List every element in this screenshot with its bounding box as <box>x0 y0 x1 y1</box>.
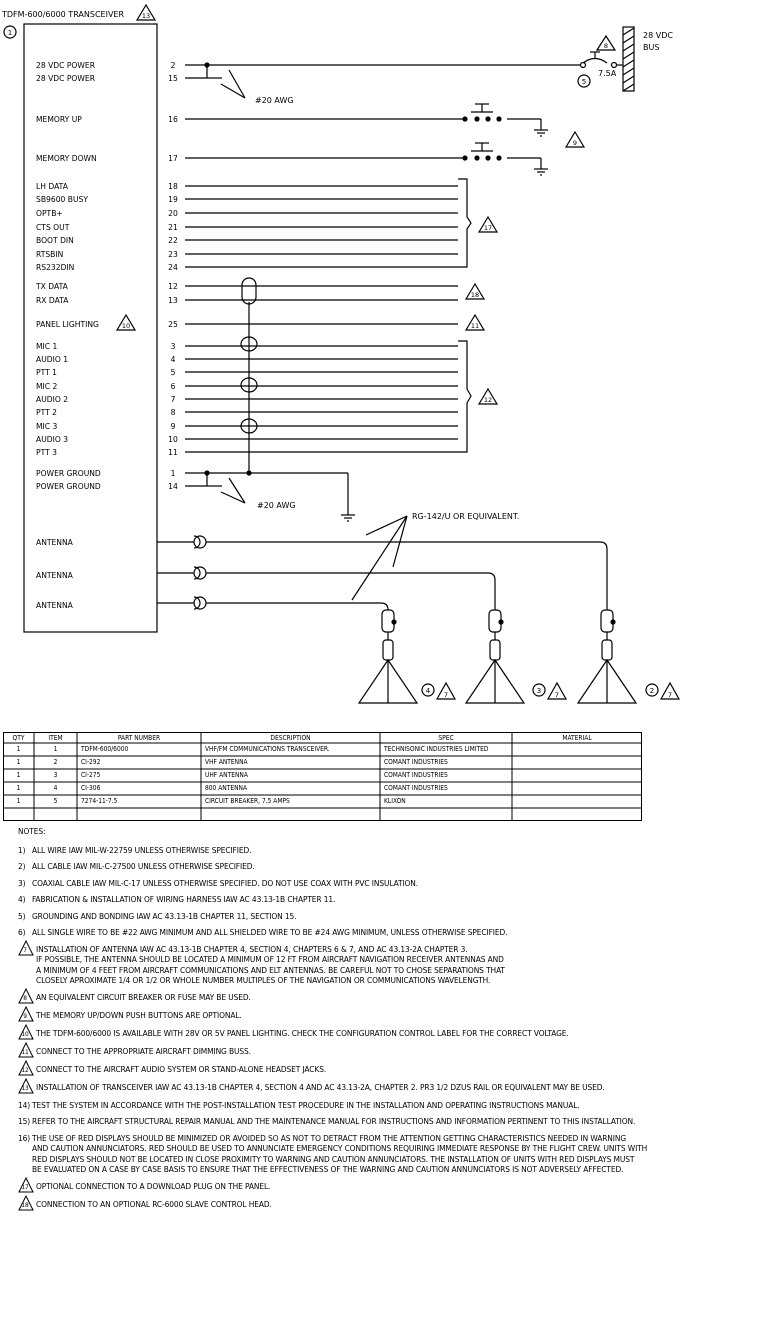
note-item <box>18 992 778 1004</box>
antenna-symbol <box>359 610 455 703</box>
table-header-cell: SPEC <box>438 734 454 742</box>
note-text: THE MEMORY UP/DOWN PUSH BUTTONS ARE OPTIONAL. <box>36 1009 242 1020</box>
note-number: 2) <box>18 861 26 871</box>
antenna-item-number: 2 <box>649 687 655 695</box>
pin-number: 9 <box>170 422 176 431</box>
antenna-item-number: 3 <box>536 687 542 695</box>
note-text: CONNECTION TO AN OPTIONAL RC-6000 SLAVE CONTROL HEAD. <box>36 1198 272 1209</box>
note-item <box>18 878 778 889</box>
pin-number: 8 <box>170 408 176 417</box>
table-cell <box>81 809 201 820</box>
note-number: 4) <box>18 894 26 904</box>
pin-number: 5 <box>170 368 176 377</box>
note-item <box>18 1100 778 1111</box>
note-triangle: 12 <box>18 1060 34 1076</box>
pin-label: AUDIO 1 <box>36 355 69 364</box>
pin-label: 28 VDC POWER <box>36 61 95 70</box>
note-text: ALL CABLE IAW MIL-C-27500 UNLESS OTHERWISE SPECIFIED. <box>32 861 255 871</box>
table-cell: 3 <box>53 771 58 779</box>
table-header-cell: ITEM <box>48 734 63 742</box>
pin-label: BOOT DIN <box>36 236 74 245</box>
lighting-note-triangle <box>466 315 484 330</box>
pin-label: OPTB+ <box>36 209 63 218</box>
note-number: 5) <box>18 910 26 921</box>
svg-text:11: 11 <box>470 322 480 330</box>
memory-note-triangle <box>566 132 584 147</box>
table-header-cell: PART NUMBER <box>117 734 161 742</box>
pin-label: AUDIO 2 <box>36 395 69 404</box>
note-item <box>18 1199 778 1211</box>
note-number: 14) <box>18 1099 31 1110</box>
table-cell: 1 <box>16 758 21 766</box>
note-triangle: 10 <box>18 1024 34 1040</box>
pin-number: 15 <box>168 74 178 83</box>
svg-text:10: 10 <box>121 322 131 330</box>
table-cell <box>516 744 642 755</box>
antenna-note: 7 <box>554 691 560 699</box>
pin-number: 25 <box>168 320 178 329</box>
svg-text:13: 13 <box>141 12 151 20</box>
pin-number: 24 <box>168 263 178 272</box>
table-cell: 5 <box>53 797 58 805</box>
table-cell: COMANT INDUSTRIES <box>384 758 448 766</box>
note-item <box>18 1028 778 1040</box>
wire-gauge-bottom: #20 AWG <box>257 501 296 510</box>
note-item <box>18 1046 778 1058</box>
note-triangle: 7 <box>18 940 34 956</box>
note-text: THE TDFM-600/6000 IS AVAILABLE WITH 28V OR 5V PANEL LIGHTING. CHECK THE CONFIGURATION CONTROL LABEL FOR THE CORRECT VOLTAGE. <box>36 1027 569 1038</box>
svg-text:9: 9 <box>572 139 578 147</box>
table-cell <box>516 757 642 768</box>
pin-number: 3 <box>170 342 176 351</box>
notes-title: NOTES: <box>18 826 46 836</box>
pin-label: RX DATA <box>36 296 69 305</box>
note-text: THE USE OF RED DISPLAYS SHOULD BE MINIMIZED OR AVOIDED SO AS NOT TO DETRACT FROM THE ATTENTION GETTING CHARACTERISTICS NEEDED IN WARNING AND CAUTION ANNUNCIATORS. RED SHOULD BE USED TO ANNUNCIATE EMERGENCY CONDITIONS REQUIRING IMMEDIATE RESPONSE BY THE FLIGHT CREW. UNITS WITH RED DISPLAYS SHOULD NOT BE LOCATED IN CLOSE PROXIMITY TO WARNING AND CAUTION ANNUNCIATORS. THE INSTALLATION OF UNITS WITH RED DISPLAYS MUST BE EVALUATED ON A CASE BY CASE BASIS TO ENSURE THAT THE EFFECTIVENESS OF THE WARNING AND CAUTION ANNUNCIATORS IS NOT ADVERSELY AFFECTED. <box>32 1132 648 1174</box>
pin-label: RS232DIN <box>36 263 75 272</box>
data-group-bracket <box>458 179 497 267</box>
panel-lighting-note-triangle <box>117 315 135 330</box>
antenna-symbol <box>466 610 566 703</box>
table-cell: VHF/FM COMMUNICATIONS TRANSCEIVER. <box>205 745 330 753</box>
shield-markers <box>241 278 257 475</box>
note-number: 1) <box>18 844 26 855</box>
antenna-symbol <box>578 610 679 703</box>
pin-label: ANTENNA <box>36 571 73 580</box>
table-cell: 7274-11-7.5 <box>81 797 118 805</box>
svg-text:18: 18 <box>470 291 480 299</box>
table-cell: 1 <box>16 771 21 779</box>
pin-label: MIC 3 <box>36 422 58 431</box>
note-text: AN EQUIVALENT CIRCUIT BREAKER OR FUSE MAY BE USED. <box>36 991 251 1002</box>
table-cell <box>205 809 380 820</box>
table-cell: VHF ANTENNA <box>205 758 248 766</box>
title-note-triangle <box>137 5 155 20</box>
note-text: ALL WIRE IAW MIL-W-22759 UNLESS OTHERWISE SPECIFIED. <box>32 844 252 855</box>
pin-number: 21 <box>168 223 178 232</box>
note-item <box>18 927 778 938</box>
note-item <box>18 1010 778 1022</box>
note-number: 15) <box>18 1116 31 1126</box>
note-text: ALL SINGLE WIRE TO BE #22 AWG MINIMUM AND ALL SHIELDED WIRE TO BE #24 AWG MINIMUM, UNLESS OTHERWISE SPECIFIED. <box>32 927 508 937</box>
note-item <box>18 1082 778 1094</box>
circuit-breaker <box>578 36 623 87</box>
note-text: CONNECT TO THE AIRCRAFT AUDIO SYSTEM OR STAND-ALONE HEADSET JACKS. <box>36 1063 327 1074</box>
pin-label: TX DATA <box>36 282 68 291</box>
pin-label: 28 VDC POWER <box>36 74 95 83</box>
table-header-cell: MATERIAL <box>562 734 592 742</box>
note-text: GROUNDING AND BONDING IAW AC 43.13-1B CHAPTER 11, SECTION 15. <box>32 910 297 921</box>
table-header-cell: QTY <box>12 734 25 742</box>
bus-label: 28 VDC <box>643 31 673 40</box>
note-item <box>18 911 778 922</box>
pin-label: PANEL LIGHTING <box>36 320 99 329</box>
pin-number: 18 <box>168 182 178 191</box>
breaker-rating: 7.5A <box>598 69 617 78</box>
table-cell: 4 <box>53 784 58 792</box>
pin-label: PTT 2 <box>36 408 57 417</box>
note-text: INSTALLATION OF ANTENNA IAW AC 43.13-1B CHAPTER 4, SECTION 4, CHAPTERS 6 & 7, AND AC 43.13-2A CHAPTER 3. IF POSSIBLE, THE ANTENNA SHOULD BE LOCATED A MINIMUM OF 12 FT FROM AIRCRAFT NAVIGATION RECEIVER ANTENNAS AND A MINIMUM OF 4 FEET FROM AIRCRAFT COMMUNICATIONS AND ELT ANTENNAS. BE CAREFUL NOT TO CHOSE SEPARATIONS THAT CLOSELY APROXIMATE 1/4 OR 1/2 OR WHOLE NUMBER MULTIPLES OF THE NAVIGATION OR COMMUNICATIONS WAVELENGTH. <box>36 943 505 985</box>
wire-gauge-top: #20 AWG <box>255 96 294 105</box>
note-text: COAXIAL CABLE IAW MIL-C-17 UNLESS OTHERWISE SPECIFIED. DO NOT USE COAX WITH PVC INSULATION. <box>32 877 419 888</box>
table-cell: 800 ANTENNA <box>205 784 247 792</box>
power-junction <box>205 63 294 105</box>
pin-label: ANTENNA <box>36 538 73 547</box>
svg-text:12: 12 <box>483 396 493 404</box>
antenna-note: 7 <box>667 691 673 699</box>
note-number: 3) <box>18 877 26 888</box>
note-item <box>18 1133 778 1175</box>
pin-number: 2 <box>170 61 176 70</box>
note-triangle: 9 <box>18 1006 34 1022</box>
pin-label: POWER GROUND <box>36 482 101 491</box>
table-cell <box>516 770 642 781</box>
item-one-balloon <box>4 26 16 38</box>
table-cell: TECHNISONIC INDUSTRIES LIMITED <box>384 745 489 753</box>
audio-group-bracket <box>458 341 497 452</box>
note-number: 16) <box>18 1132 31 1143</box>
pin-label: ANTENNA <box>36 601 73 610</box>
antenna-note: 7 <box>443 691 449 699</box>
pin-label: RTSBIN <box>36 250 64 259</box>
table-cell <box>34 809 77 820</box>
pin-label: MIC 1 <box>36 342 58 351</box>
pin-number: 4 <box>170 355 176 364</box>
table-cell: CI-292 <box>81 758 101 766</box>
note-item <box>18 845 778 856</box>
pin-label: PTT 3 <box>36 448 57 457</box>
pin-number: 11 <box>168 448 178 457</box>
pin-number: 19 <box>168 195 178 204</box>
table-cell: KLIXON <box>384 797 406 805</box>
pin-label: LH DATA <box>36 182 68 191</box>
note-text: FABRICATION & INSTALLATION OF WIRING HARNESS IAW AC 43.13-1B CHAPTER 11. <box>32 894 336 904</box>
svg-text:1: 1 <box>7 29 13 37</box>
pin-number: 13 <box>168 296 178 305</box>
ground-junction <box>205 471 355 521</box>
pin-number: 1 <box>170 469 176 478</box>
note-triangle: 18 <box>18 1195 34 1211</box>
table-cell: 2 <box>53 758 58 766</box>
table-cell <box>516 809 642 820</box>
note-item <box>18 1064 778 1076</box>
table-cell: COMANT INDUSTRIES <box>384 771 448 779</box>
pin-label: AUDIO 3 <box>36 435 69 444</box>
note-item <box>18 944 778 986</box>
table-cell: 1 <box>16 784 21 792</box>
pin-label: PTT 1 <box>36 368 57 377</box>
note-number: 6) <box>18 927 26 937</box>
table-cell: 1 <box>16 745 21 753</box>
notes-section <box>18 826 778 1217</box>
svg-text:BUS: BUS <box>643 43 660 52</box>
table-cell: CI-306 <box>81 784 101 792</box>
table-cell <box>384 809 512 820</box>
pin-number: 17 <box>168 154 178 163</box>
pin-label: SB9600 BUSY <box>36 195 88 204</box>
note-item <box>18 861 778 872</box>
pin-label: MIC 2 <box>36 382 58 391</box>
diagram-title: TDFM-600/6000 TRANSCEIVER <box>2 10 125 19</box>
pin-number: 20 <box>168 209 178 218</box>
note-text: REFER TO THE AIRCRAFT STRUCTURAL REPAIR MANUAL AND THE MAINTENANCE MANUAL FOR INSTRUCTIONS AND INFORMATION PERTINENT TO THIS INSTALLATION. <box>32 1116 636 1126</box>
svg-text:8: 8 <box>603 42 609 50</box>
table-cell: CI-275 <box>81 771 101 779</box>
coax-label: RG-142/U OR EQUIVALENT. <box>412 512 520 521</box>
pin-number: 10 <box>168 435 178 444</box>
table-cell: UHF ANTENNA <box>205 771 248 779</box>
table-header-cell: DESCRIPTION <box>270 734 311 742</box>
note-item <box>18 1181 778 1193</box>
note-text: INSTALLATION OF TRANSCEIVER IAW AC 43.13-1B CHAPTER 4, SECTION 4 AND AC 43.13-2A, CHAPTER 2. PR3 1/2 DZUS RAIL OR EQUIVALENT MAY BE USED. <box>36 1081 605 1092</box>
note-text: TEST THE SYSTEM IN ACCORDANCE WITH THE POST-INSTALLATION TEST PROCEDURE IN THE INSTALLATION AND OPERATING INSTRUCTIONS MANUAL. <box>32 1099 580 1110</box>
pin-number: 7 <box>170 395 176 404</box>
table-cell: 1 <box>53 745 58 753</box>
note-triangle: 11 <box>18 1042 34 1058</box>
svg-text:5: 5 <box>581 78 587 86</box>
pin-number: 16 <box>168 115 178 124</box>
table-cell: CIRCUIT BREAKER, 7.5 AMPS <box>205 797 290 805</box>
note-triangle: 13 <box>18 1078 34 1094</box>
wires <box>157 65 581 603</box>
antenna-item-number: 4 <box>425 687 431 695</box>
table-cell <box>516 796 642 807</box>
table-cell <box>516 783 642 794</box>
note-item <box>18 1116 778 1127</box>
bus-bar <box>623 27 673 91</box>
memory-down-button <box>463 143 548 175</box>
pin-number: 12 <box>168 282 178 291</box>
table-cell: COMANT INDUSTRIES <box>384 784 448 792</box>
note-text: OPTIONAL CONNECTION TO A DOWNLOAD PLUG ON THE PANEL. <box>36 1180 271 1191</box>
pin-label: CTS OUT <box>36 223 70 232</box>
table-cell: 1 <box>16 797 21 805</box>
table-cell: TDFM-600/6000 <box>81 745 129 753</box>
note-text: CONNECT TO THE APPROPRIATE AIRCRAFT DIMMING BUSS. <box>36 1045 251 1056</box>
memory-up-button <box>463 104 548 136</box>
table-cell <box>3 809 34 820</box>
pin-number: 14 <box>168 482 178 491</box>
coax-cables <box>194 512 607 610</box>
note-triangle: 17 <box>18 1177 34 1193</box>
svg-text:17: 17 <box>483 224 493 232</box>
pin-number: 22 <box>168 236 178 245</box>
pin-label: MEMORY UP <box>36 115 82 124</box>
tx-note-triangle <box>466 284 484 299</box>
pin-label: POWER GROUND <box>36 469 101 478</box>
pin-number: 23 <box>168 250 178 259</box>
pin-label: MEMORY DOWN <box>36 154 97 163</box>
note-item <box>18 894 778 905</box>
note-triangle: 8 <box>18 988 34 1004</box>
pin-number: 6 <box>170 382 176 391</box>
